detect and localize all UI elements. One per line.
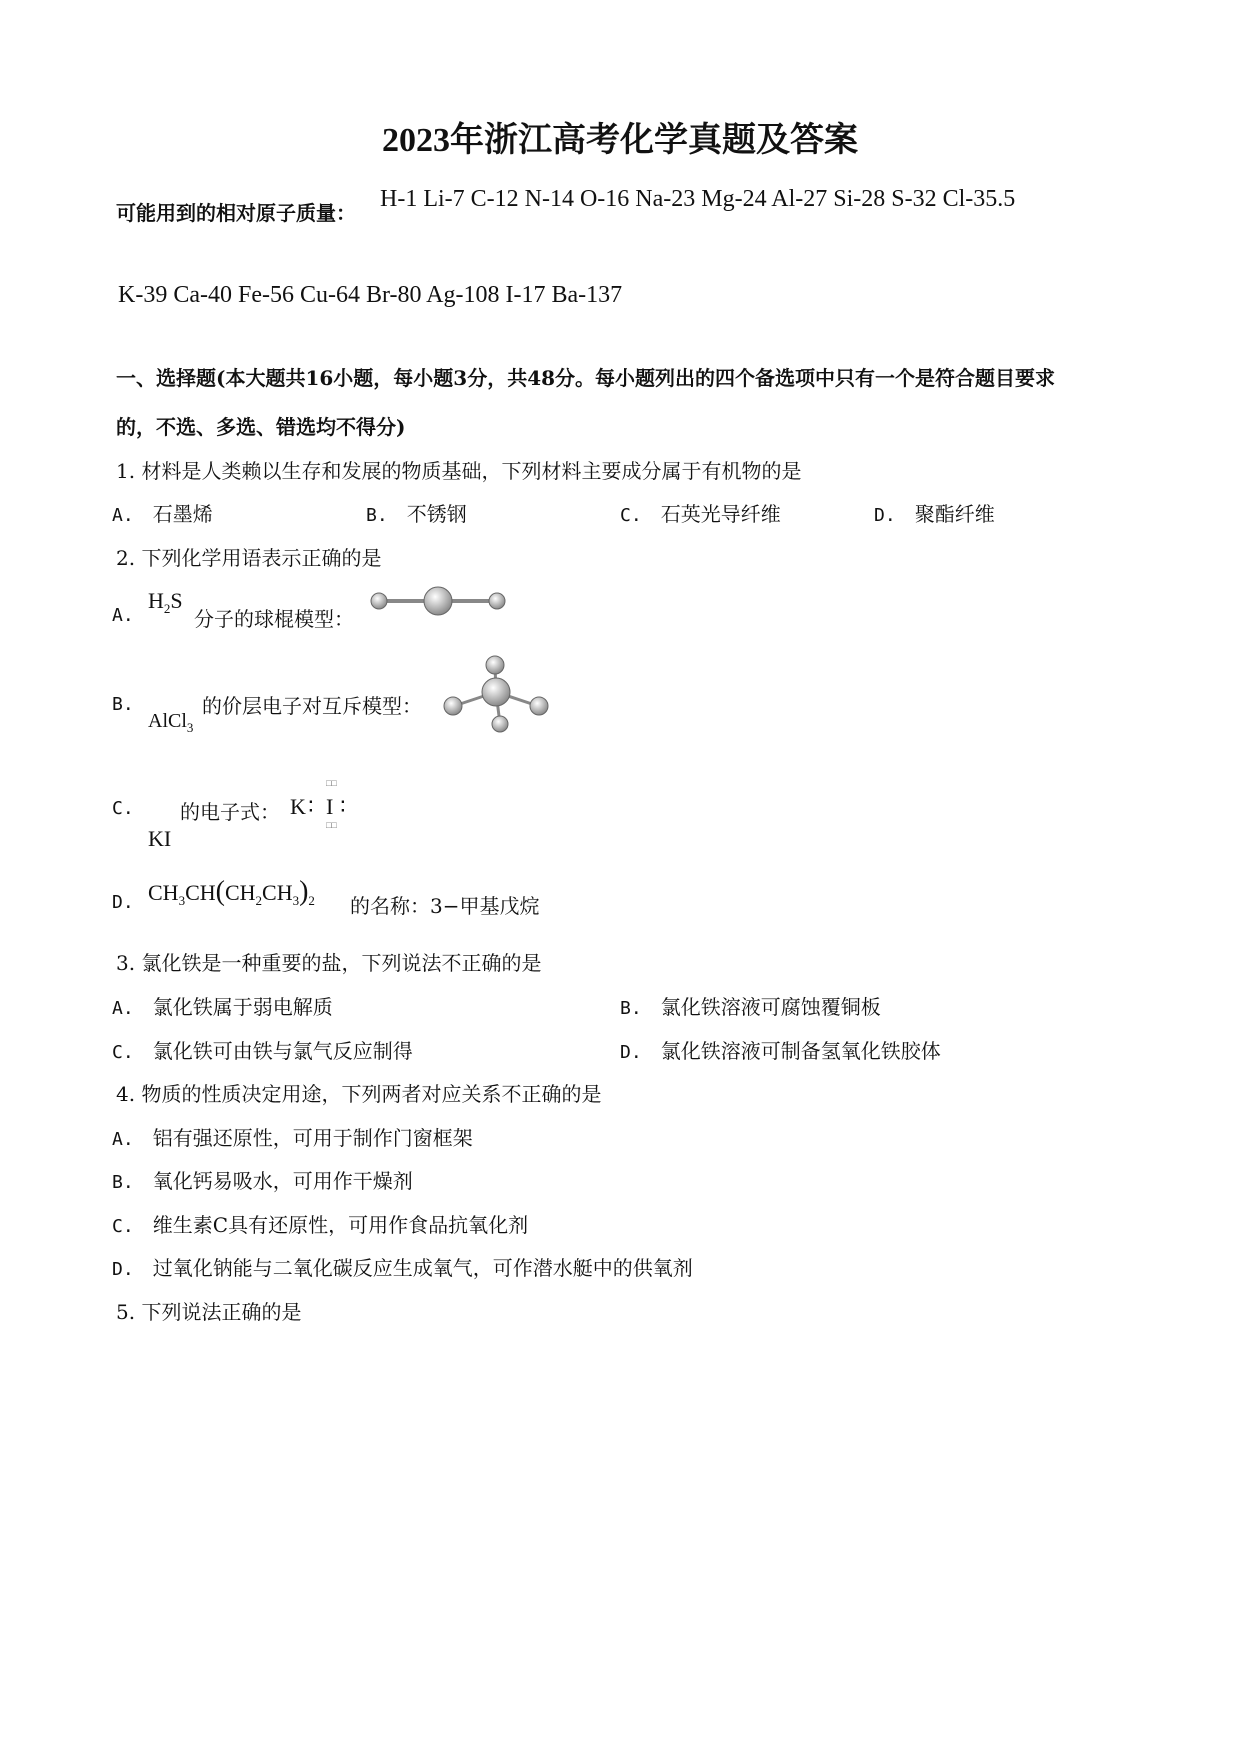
option-label: A.: [112, 998, 134, 1019]
option-text: 氯化铁溶液可制备氢氧化铁胶体: [660, 1039, 941, 1063]
page-title: 2023年浙江高考化学真题及答案: [382, 122, 858, 159]
q2d-label: D.: [112, 892, 134, 913]
option-text: 聚酯纤维: [914, 502, 995, 526]
q4-stem: 4. 物质的性质决定用途，下列两者对应关系不正确的是: [116, 1082, 602, 1106]
q2a-formula: [148, 588, 183, 617]
option-label: A.: [112, 505, 134, 526]
q3-option-c: [112, 1035, 413, 1064]
q2b-formula: [148, 710, 193, 736]
q2a-label: A.: [112, 605, 134, 626]
cl-atom: [444, 697, 462, 715]
q2a-text: 分子的球棍模型：: [194, 607, 354, 631]
q3-stem: 3. 氯化铁是一种重要的盐，下列说法不正确的是: [116, 951, 542, 975]
option-text: 不锈钢: [406, 502, 467, 526]
q3-option-a: [112, 991, 333, 1020]
atomic-mass-line1: H-1 Li-7 C-12 N-14 O-16 Na-23 Mg-24 Al-27 Si-28 S-32 Cl-35.5: [380, 186, 1016, 212]
q1-stem: 1. 材料是人类赖以生存和发展的物质基础，下列材料主要成分属于有机物的是: [116, 459, 802, 483]
alcl3-vsepr-model: [440, 654, 552, 734]
cl-atom: [486, 656, 504, 674]
h-atom: [489, 593, 505, 609]
q2c-label: C.: [112, 798, 134, 819]
electron-dots-top: □□: [326, 778, 337, 788]
q3-option-d: [620, 1035, 941, 1064]
element-k: K: [290, 794, 306, 819]
formula-subscript: 3: [178, 893, 186, 908]
element-i: I: [326, 794, 334, 819]
q2b-label: B.: [112, 694, 134, 715]
option-text: 氯化铁溶液可腐蚀覆铜板: [660, 995, 881, 1019]
q4-option-d: [112, 1252, 693, 1281]
formula-subscript: 3: [292, 893, 300, 908]
section-header-line1: 一、选择题(本大题共16小题，每小题3分，共48分。每小题列出的四个备选项中只有一个是符合题目要求: [116, 366, 1056, 390]
paren-left: (: [215, 876, 225, 907]
section-header-line2: 的，不选、多选、错选均不得分): [116, 415, 406, 439]
q3-option-b: [620, 991, 881, 1020]
formula-part: CH: [262, 880, 293, 905]
q2b-text: 的价层电子对互斥模型：: [202, 694, 422, 718]
atomic-mass-line2: K-39 Ca-40 Fe-56 Cu-64 Br-80 Ag-108 I-17 Ba-137: [118, 282, 623, 308]
ki-electron-formula: [290, 778, 360, 838]
option-label: D.: [620, 1042, 642, 1063]
q2-stem: 2. 下列化学用语表示正确的是: [116, 546, 382, 570]
q4-option-a: [112, 1122, 473, 1151]
s-atom: [424, 587, 452, 615]
cl-atom: [492, 716, 508, 732]
formula-subscript: 2: [255, 893, 263, 908]
formula-part: CH: [148, 880, 179, 905]
h-atom: [371, 593, 387, 609]
option-label: C.: [112, 1216, 134, 1237]
option-label: C.: [112, 1042, 134, 1063]
q1-option-b: [366, 498, 467, 527]
option-label: B.: [112, 1172, 134, 1193]
q2c-text: 的电子式：: [180, 800, 280, 824]
option-label: D.: [112, 1259, 134, 1280]
q2d-formula: [148, 876, 315, 909]
h2s-ball-stick-model: [368, 586, 508, 616]
option-text: 铝有强还原性，可用于制作门窗框架: [152, 1126, 473, 1150]
q5-stem: 5. 下列说法正确的是: [116, 1300, 302, 1324]
option-text: 维生素C具有还原性，可用作食品抗氧化剂: [152, 1213, 529, 1237]
electron-pair-left: ∶: [308, 794, 314, 819]
formula-part: AlCl: [148, 710, 187, 732]
formula-part: S: [170, 588, 183, 613]
option-label: B.: [620, 998, 642, 1019]
q4-option-b: [112, 1165, 413, 1194]
al-atom: [482, 678, 510, 706]
electron-dots-bottom: □□: [326, 820, 337, 830]
q1-option-d: [874, 498, 995, 527]
q2d-text: 的名称：3−甲基戊烷: [350, 894, 540, 918]
formula-subscript: 3: [186, 720, 194, 735]
formula-subscript: 2: [308, 893, 315, 908]
formula-part: CH: [224, 880, 256, 905]
formula-part: CH: [185, 880, 216, 905]
option-label: D.: [874, 505, 896, 526]
q1-option-a: [112, 498, 213, 527]
option-text: 氯化铁属于弱电解质: [152, 995, 333, 1019]
option-text: 过氧化钠能与二氧化碳反应生成氧气，可作潜水艇中的供氧剂: [152, 1256, 693, 1280]
option-text: 氧化钙易吸水，可用作干燥剂: [152, 1169, 413, 1193]
formula-part: H: [148, 588, 164, 613]
option-text: 石英光导纤维: [660, 502, 781, 526]
option-text: 石墨烯: [152, 502, 213, 526]
formula-subscript: 2: [163, 601, 171, 616]
q1-option-c: [620, 498, 781, 527]
electron-pair-right: ∶: [340, 794, 346, 819]
option-text: 氯化铁可由铁与氯气反应制得: [152, 1039, 413, 1063]
q4-option-c: [112, 1209, 528, 1238]
q2c-formula: KI: [148, 826, 172, 851]
option-label: C.: [620, 505, 642, 526]
option-label: B.: [366, 505, 388, 526]
option-label: A.: [112, 1129, 134, 1150]
paren-right: ): [299, 876, 309, 907]
cl-atom: [530, 697, 548, 715]
atomic-mass-label: 可能用到的相对原子质量：: [116, 201, 356, 225]
